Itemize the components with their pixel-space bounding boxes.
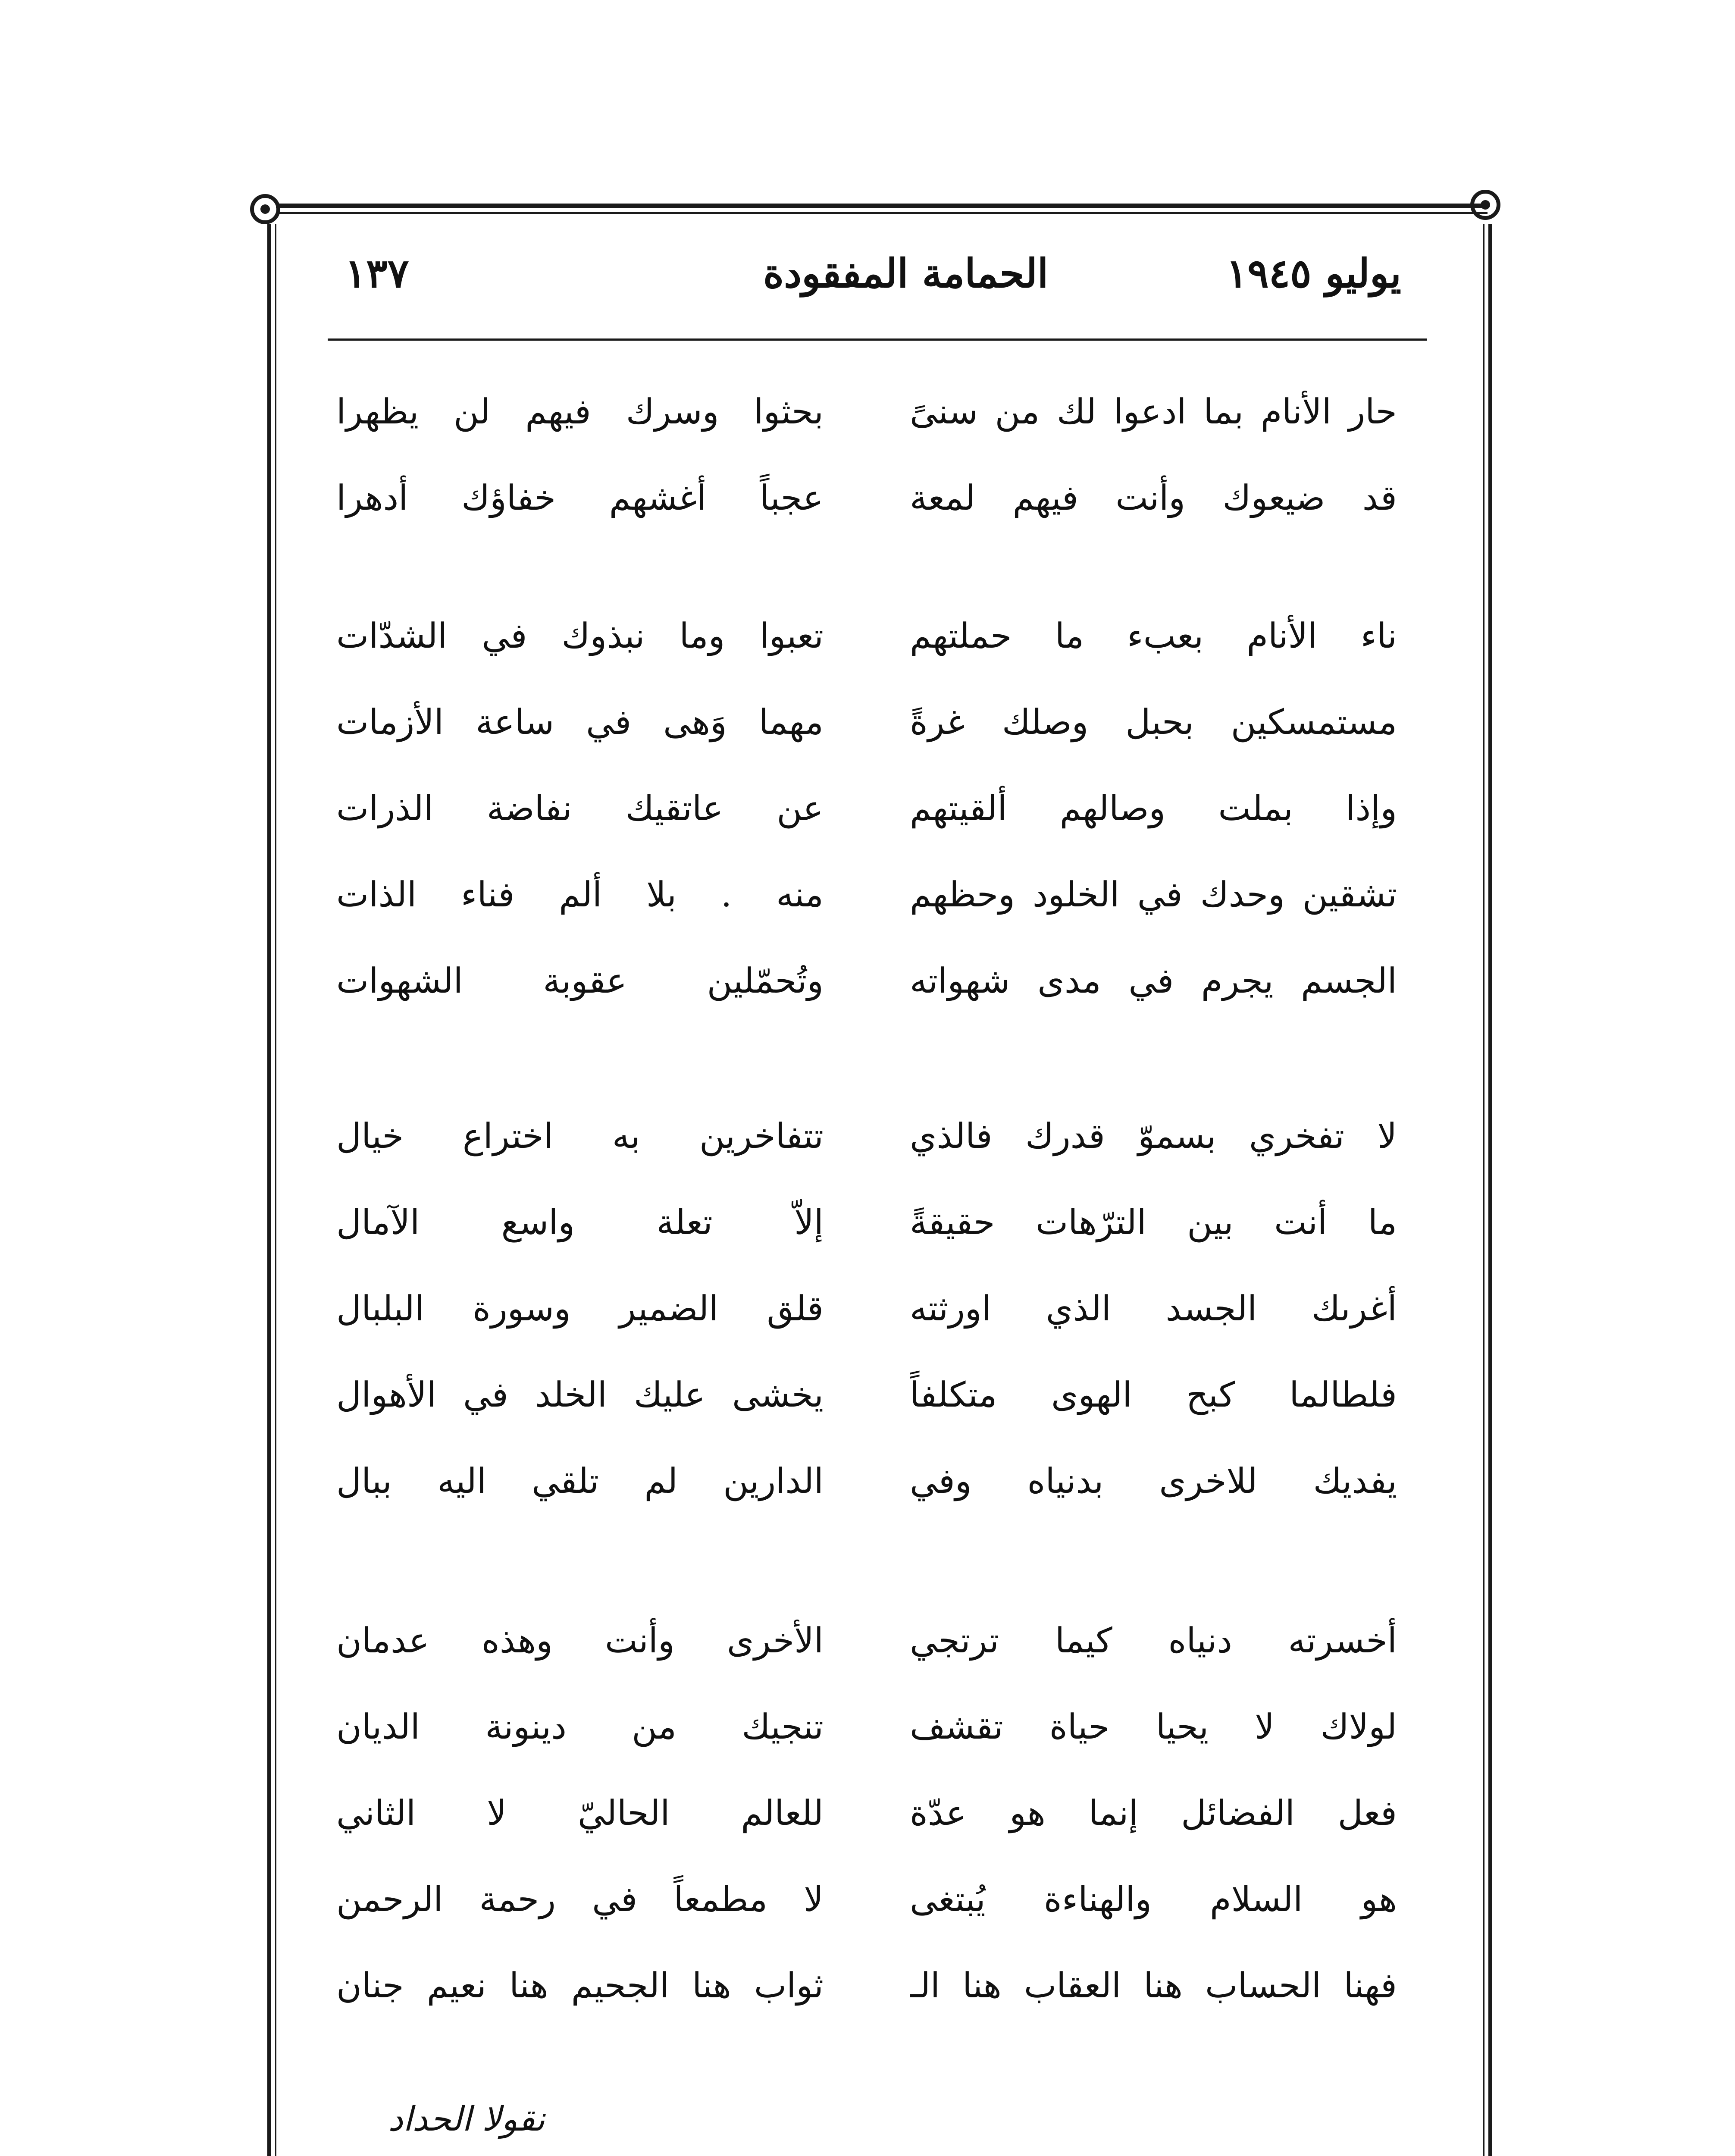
verse [336, 1190, 1397, 1255]
ornament-top-left-icon [250, 194, 280, 224]
verse-second-hemistich: عن عاتقيك نفاضة الذرات [336, 788, 824, 828]
issue-date: يوليو ١٩٤٥ [1226, 250, 1401, 297]
verse-first-hemistich: ناء الأنام بعبء ما حملتهم [910, 616, 1397, 656]
verse-second-hemistich: تنجيك من دينونة الديان [336, 1707, 824, 1747]
verse-first-hemistich: أخسرته دنياه كيما ترتجي [910, 1620, 1397, 1661]
verse [336, 1867, 1397, 1932]
verse [336, 1953, 1397, 2018]
verse-first-hemistich: فهنا الحساب هنا العقاب هنا الـ [910, 1965, 1397, 2006]
ornament-top-right-icon [1470, 190, 1500, 220]
verse-first-hemistich: الجسم يجرم في مدى شهواته [910, 961, 1397, 1001]
frame-left-rule [267, 224, 271, 2156]
verse-first-hemistich: لولاك لا يحيا حياة تقشف [910, 1707, 1397, 1747]
frame-top-rule [276, 204, 1488, 208]
verse [336, 604, 1397, 668]
verse-second-hemistich: الأخرى وأنت وهذه عدمان [336, 1620, 824, 1661]
verse-second-hemistich: تتفاخرين به اختراع خيال [336, 1116, 824, 1156]
verse [336, 1781, 1397, 1846]
verse-second-hemistich: بحثوا وسرك فيهم لن يظهرا [336, 392, 824, 432]
verse-second-hemistich: قلق الضمير وسورة البلبال [336, 1288, 824, 1329]
verse-second-hemistich: عجباً أغشهم خفاؤك أدهرا [336, 478, 824, 518]
page-title: الحمامة المفقودة [763, 250, 1049, 297]
verse-first-hemistich: ما أنت بين الترّهات حقيقةً [910, 1202, 1397, 1242]
verse-second-hemistich: ثواب هنا الجحيم هنا نعيم جنان [336, 1965, 824, 2006]
verse [336, 862, 1397, 927]
header-divider [328, 338, 1427, 341]
verse-first-hemistich: قد ضيعوك وأنت فيهم لمعة [910, 478, 1397, 518]
verse-first-hemistich: حار الأنام بما ادعوا لك من سنىً [910, 392, 1397, 432]
verse-first-hemistich: مستمسكين بحبل وصلك غرةً [910, 702, 1397, 742]
verse-first-hemistich: فعل الفضائل إنما هو عدّة [910, 1793, 1397, 1833]
author-signature: نقولا الحداد [388, 2100, 545, 2139]
verse-second-hemistich: منه . بلا ألم فناء الذات [336, 874, 824, 915]
verse [336, 1449, 1397, 1514]
verse [336, 1608, 1397, 1673]
verse-second-hemistich: يخشى عليك الخلد في الأهوال [336, 1375, 824, 1415]
frame-top-rule-inner [276, 212, 1488, 214]
verse-first-hemistich: هو السلام والهناءة يُبتغى [910, 1879, 1397, 1919]
verse [336, 379, 1397, 444]
verse-first-hemistich: تشقين وحدك في الخلود وحظهم [910, 874, 1397, 915]
verse [336, 466, 1397, 530]
verse-first-hemistich: أغرىك الجسد الذي اورثته [910, 1288, 1397, 1329]
verse [336, 1363, 1397, 1427]
verse [336, 690, 1397, 755]
verse-second-hemistich: لا مطمعاً في رحمة الرحمن [336, 1879, 824, 1919]
page-number: ١٣٧ [345, 250, 409, 297]
verse-first-hemistich: فلطالما كبح الهوى متكلفاً [910, 1375, 1397, 1415]
verse-second-hemistich: مهما وَهى في ساعة الأزمات [336, 702, 824, 742]
frame-right-rule [1488, 224, 1492, 2156]
verse-first-hemistich: يفديك للاخرى بدنياه وفي [910, 1461, 1397, 1501]
running-header [336, 241, 1406, 306]
verse [336, 1695, 1397, 1759]
verse [336, 776, 1397, 841]
verse-first-hemistich: وإذا بملت وصالهم ألقيتهم [910, 788, 1397, 828]
frame-left-rule-inner [275, 224, 276, 2156]
verse-first-hemistich: لا تفخري بسموّ قدرك فالذي [910, 1116, 1397, 1156]
frame-right-rule-inner [1483, 224, 1484, 2156]
verse-second-hemistich: للعالم الحاليّ لا الثاني [336, 1793, 824, 1833]
verse [336, 1276, 1397, 1341]
verse-second-hemistich: تعبوا وما نبذوك في الشدّات [336, 616, 824, 656]
verse-second-hemistich: الدارين لم تلقي اليه ببال [336, 1461, 824, 1501]
verse-second-hemistich: وتُحمّلين عقوبة الشهوات [336, 961, 824, 1001]
verse [336, 1104, 1397, 1169]
verse-second-hemistich: إلاّ تعلة واسع الآمال [336, 1202, 824, 1242]
verse [336, 949, 1397, 1013]
